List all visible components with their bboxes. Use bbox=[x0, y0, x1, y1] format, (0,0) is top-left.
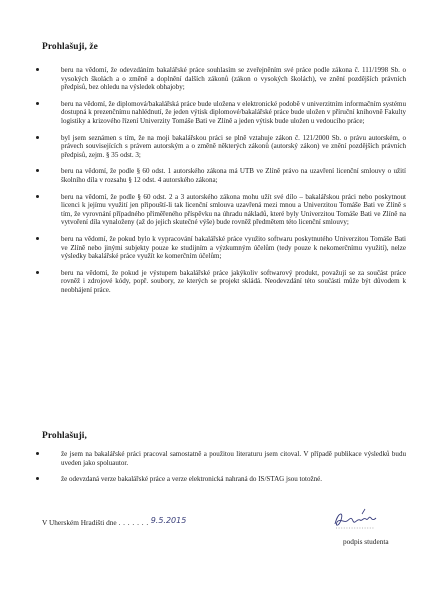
handwritten-signature bbox=[332, 506, 378, 532]
declaration-item: beru na vědomí, že podle § 60 odst. 1 autorského zákona má UTB ve Zlíně právo na uzavření licenční smlouvy o užití školního díla v rozsahu § 12 odst. 4 autorského zákona; bbox=[36, 167, 406, 184]
signature-label: podpis studenta bbox=[343, 537, 389, 546]
bullet-icon bbox=[36, 237, 39, 240]
place-and-date-line bbox=[42, 518, 186, 527]
place-label: V Uherském Hradišti dne bbox=[42, 518, 117, 527]
handwritten-date: 9.5.2015 bbox=[150, 516, 187, 525]
declaration-item: byl jsem seznámen s tím, že na moji bakalářskou práci se plně vztahuje zákon č. 121/2000 Sb. o právu autorském, o právech souvisejících s právem autorským a o změně některých zákonů (autorský zákon) ve znění pozdějších právních předpisů, zejm. § 35 odst. 3; bbox=[36, 134, 406, 160]
declaration-heading: Prohlašuji, že bbox=[42, 42, 98, 52]
declaration-item: že odevzdaná verze bakalářské práce a verze elektronická nahraná do IS/STAG jsou totožné. bbox=[36, 475, 406, 484]
bullet-icon bbox=[36, 452, 39, 455]
declaration-item: beru na vědomí, že podle § 60 odst. 2 a 3 autorského zákona mohu užít své dílo – bakalářskou práci nebo poskytnout licenci k jejímu využití jen připouští-li tak licenční smlouva uzavřená mezi mnou a Univerzitou Tomáše Bati ve Zlíně s tím, že vyrovnání případného přiměřeného příspěvku na úhradu nákladů, které byly Univerzitou Tomáše Bati ve Zlíně na vytvoření díla vynaloženy (až do jejich skutečné výše) bude rovněž předmětem této licenční smlouvy; bbox=[36, 193, 406, 227]
bullet-icon bbox=[36, 195, 39, 198]
date-dots: . . . . . . . bbox=[118, 518, 149, 527]
declaration-item: že jsem na bakalářské práci pracoval samostatně a použitou literaturu jsem citoval. V případě publikace výsledků budu uveden jako spoluautor. bbox=[36, 450, 406, 467]
declaration-item: beru na vědomí, že pokud bylo k vypracování bakalářské práce využito softwaru poskytnutého Univerzitou Tomáše Bati ve Zlíně nebo jinými subjekty pouze ke studijním a výzkumným účelům (tedy pouze k nekomerčnímu využití), nelze výsledky bakalářské práce využít ke komerčním účelům; bbox=[36, 235, 406, 261]
declaration-list bbox=[36, 66, 406, 302]
bullet-icon bbox=[36, 68, 39, 71]
declaration-item: beru na vědomí, že diplomová/bakalářská práce bude uložena v elektronické podobě v univerzitním informačním systému dostupná k prezenčnímu nahlédnutí, že jeden výtisk diplomové/bakalářské práce bude uložen v příruční knihovně Fakulty logistiky a krizového řízení Univerzity Tomáše Bati ve Zlíně a jeden výtisk bude uložen u vedoucího práce; bbox=[36, 100, 406, 126]
bullet-icon bbox=[36, 169, 39, 172]
bullet-icon bbox=[36, 136, 39, 139]
bullet-icon bbox=[36, 271, 39, 274]
declaration-item: beru na vědomí, že pokud je výstupem bakalářské práce jakýkoliv softwarový produkt, považují se za součást práce rovněž i zdrojové kódy, popř. soubory, ze kterých se projekt skládá. Neodevzdání této součásti může být důvodem k neobhájení práce. bbox=[36, 269, 406, 295]
bullet-icon bbox=[36, 477, 39, 480]
declaration-item: beru na vědomí, že odevzdáním bakalářské práce souhlasím se zveřejněním své práce podle zákona č. 111/1998 Sb. o vysokých školách a o změně a doplnění dalších zákonů (zákon o vysokých školách), ve znění pozdějších právních předpisů, bez ohledu na výsledek obhajoby; bbox=[36, 66, 406, 92]
second-declaration-list bbox=[36, 450, 406, 492]
second-declaration-heading: Prohlašuji, bbox=[42, 431, 87, 441]
bullet-icon bbox=[36, 102, 39, 105]
